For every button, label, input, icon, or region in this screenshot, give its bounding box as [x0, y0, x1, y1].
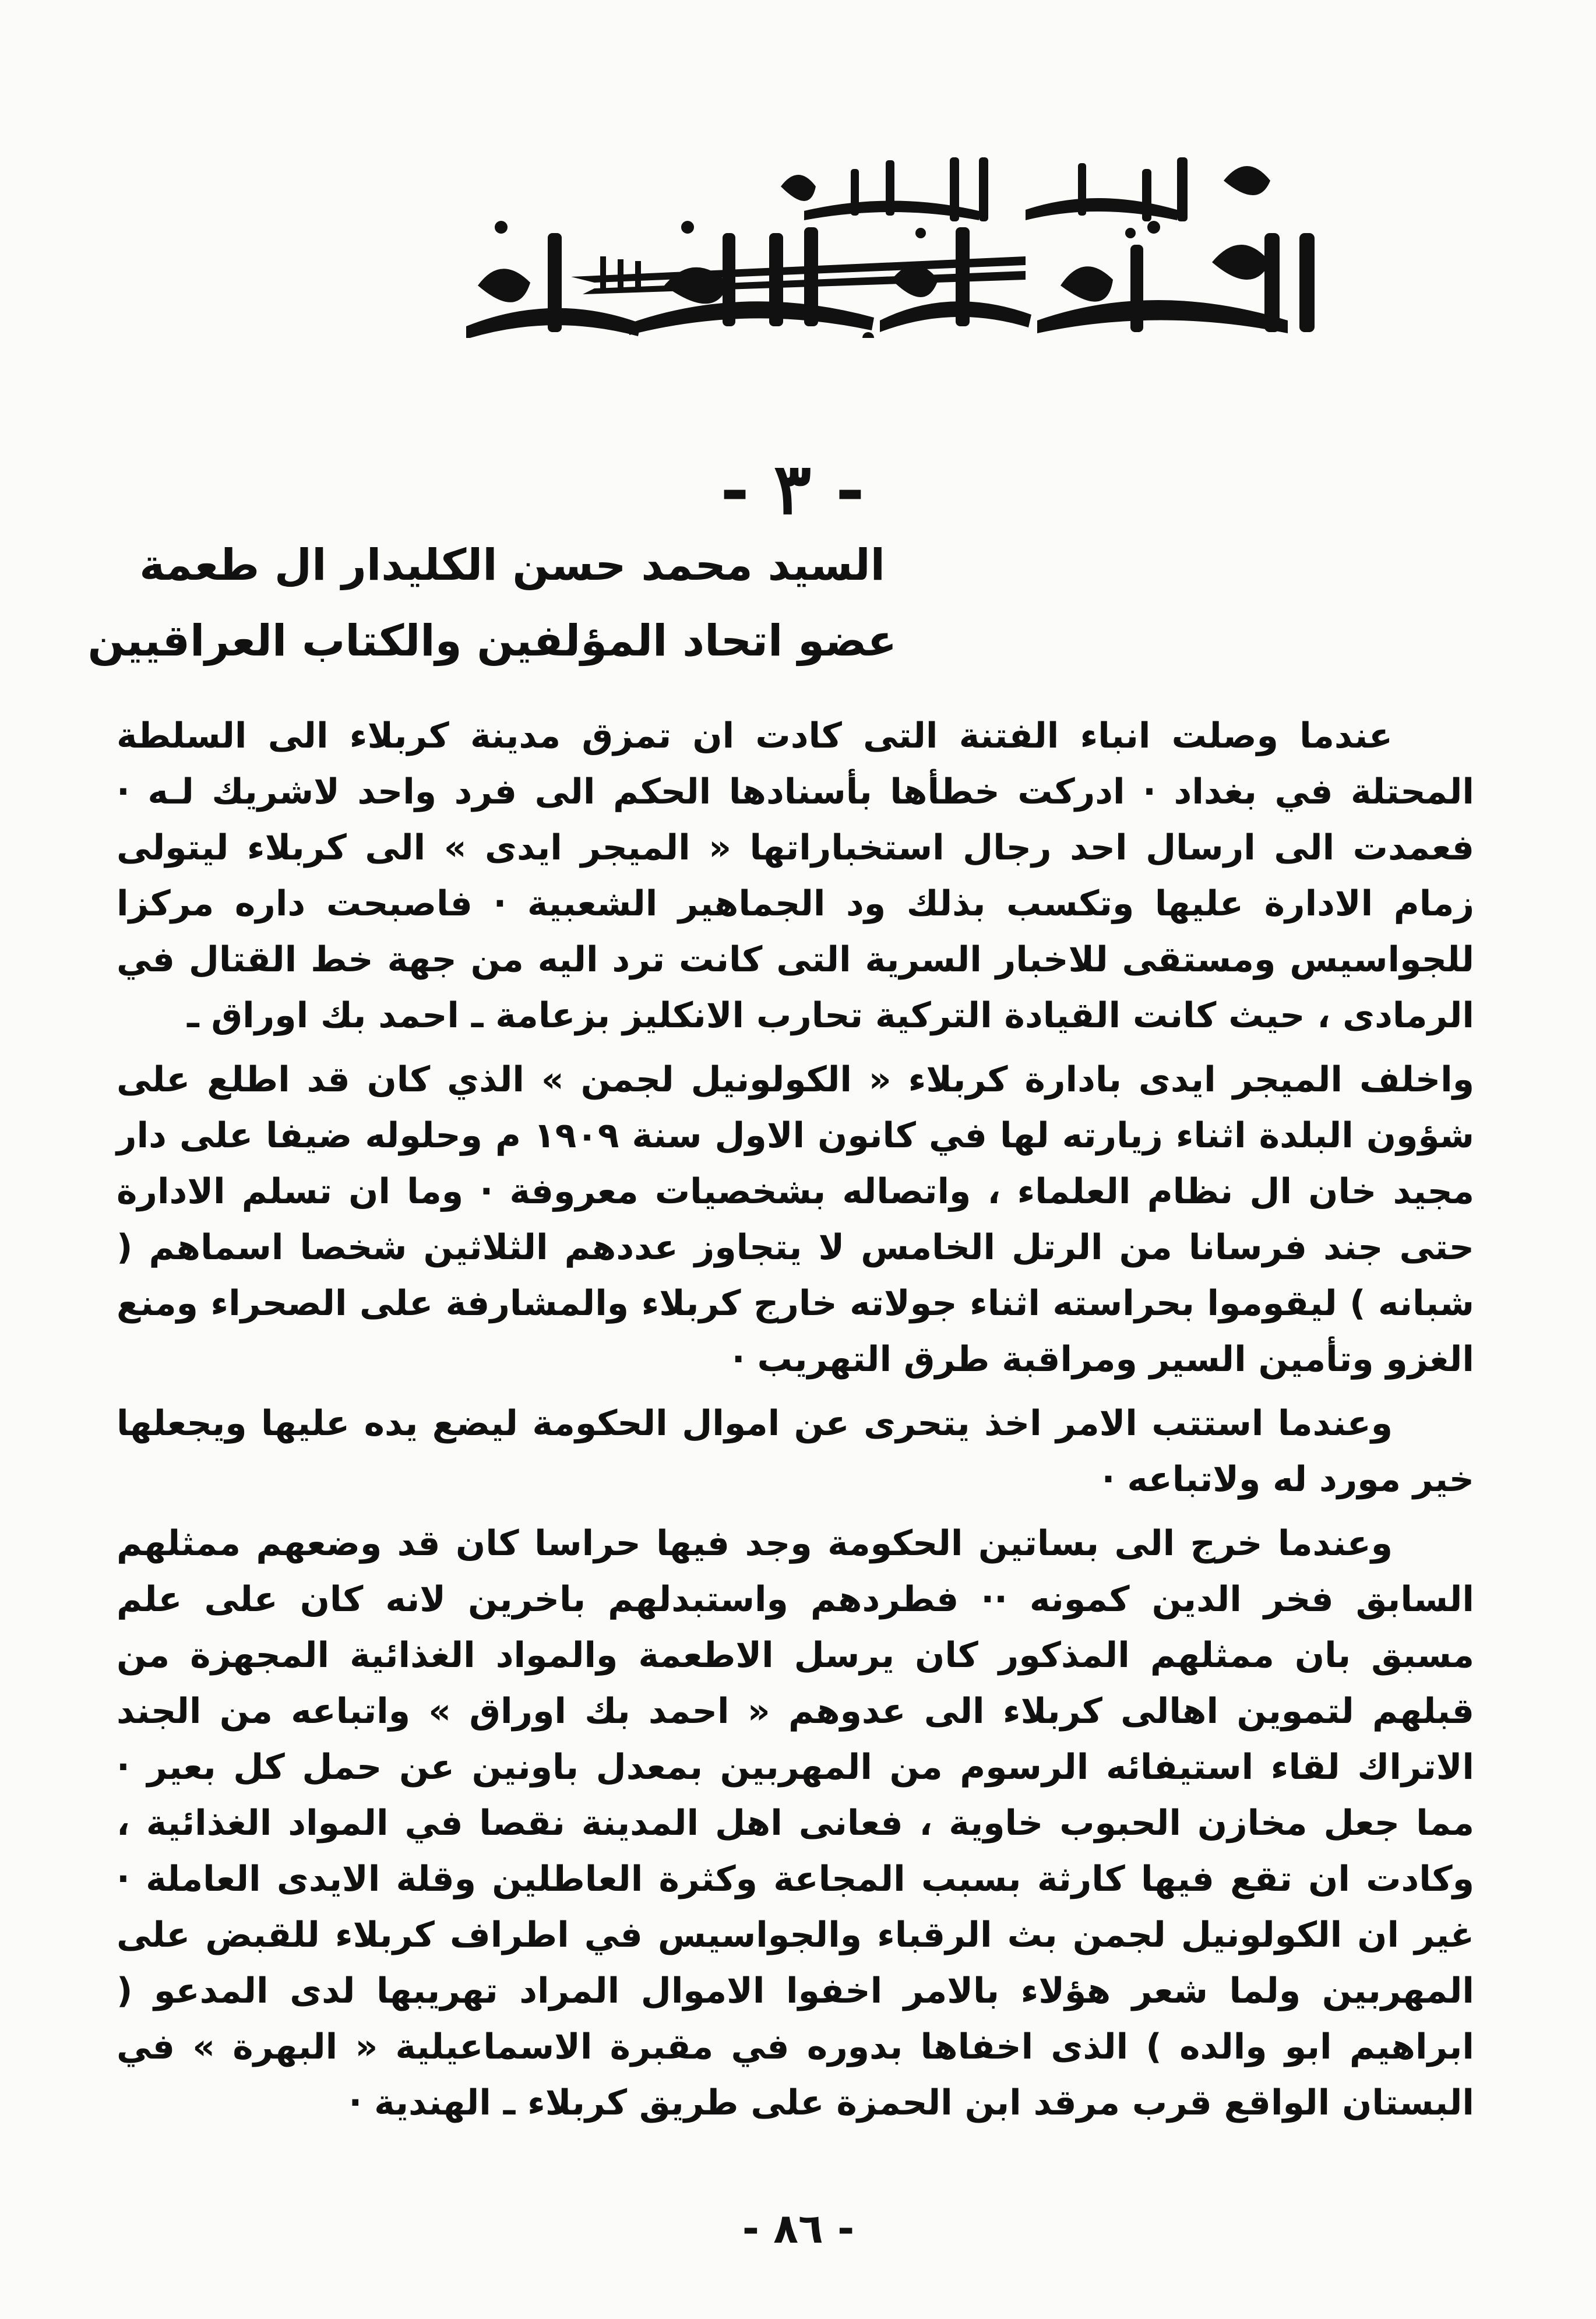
author-title: عضو اتحاد المؤلفين والكتاب العراقيين — [87, 616, 897, 666]
paragraph-4: وعندما خرج الى بساتين الحكومة وجد فيها حراسا كان قد وضعهم ممثلهم السابق فخر الدين كمونه ·· فطردهم واستبدلهم باخرين لانه كان على علم مسبق بان ممثلهم المذكور كان يرسل الاطعمة والمواد الغذائية المجهزة من قبلهم لتموين اهالى كربلاء الى عدوهم « احمد بك اوراق » واتباعه من الجند الاتراك لقاء استيفائه الرسوم من المهربين بمعدل باونين عن حمل كل بعير · مما جعل مخازن الحبوب خاوية ، فعانى اهل المدينة نقصا في المواد الغذائية ، وكادت ان تقع فيها كارثة بسبب المجاعة وكثرة العاطلين وقلة الايدى العاملة · غير ان الكولونيل لجمن بث الرقباء والجواسيس في اطراف كربلاء للقبض على المهربين ولما شعر هؤلاء بالامر اخفوا الاموال المراد تهريبها لدى المدعو ( ابراهيم ابو والده ) الذى اخفاها بدوره في مقبرة الاسماعيلية « البهرة » في البستان الواقع قرب مرقد ابن الحمزة على طريق كربلاء ـ الهندية · — [117, 1523, 1474, 2123]
calligraphy-title-artwork — [221, 146, 1387, 338]
paragraph-3: وعندما استتب الامر اخذ يتحرى عن اموال الحكومة ليضع يده عليها ويجعلها خير مورد له ولاتباعه · — [117, 1403, 1474, 1500]
section-number: - ٣ - — [720, 448, 865, 530]
article-body — [117, 708, 1474, 2139]
masthead-calligraphy — [221, 146, 1387, 338]
author-name: السيد محمد حسن الكليدار ال طعمة — [139, 540, 885, 590]
paragraph-2: واخلف الميجر ايدى بادارة كربلاء « الكولونيل لجمن » الذي كان قد اطلع على شؤون البلدة اثناء زيارته لها في كانون الاول سنة ١٩٠٩ م وحلوله ضيفا على دار مجيد خان ال نظام العلماء ، واتصاله بشخصيات معروفة · وما ان تسلم الادارة حتى جند فرسانا من الرتل الخامس لا يتجاوز عددهم الثلاثين شخصا اسماهم ( شبانه ) ليقوموا بحراسته اثناء جولاته خارج كربلاء والمشارفة على الصحراء ومنع الغزو وتأمين السير ومراقبة طرق التهريب · — [117, 1059, 1474, 1380]
calligraphy-line1-strokes — [781, 157, 1270, 238]
paragraph-1: عندما وصلت انباء الفتنة التى كادت ان تمزق مدينة كربلاء الى السلطة المحتلة في بغداد · ادركت خطأها بأسنادها الحكم الى فرد واحد لاشريك لـه · فعمدت الى ارسال احد رجال استخباراتها « الميجر ايدى » الى كربلاء ليتولى زمام الادارة عليها وتكسب بذلك ود الجماهير الشعبية · فاصبحت داره مركزا للجواسيس ومستقى للاخبار السرية التى كانت ترد اليه من جهة خط القتال في الرمادى ، حيث كانت القيادة التركية تحارب الانكليز بزعامة ـ احمد بك اوراق ـ — [117, 716, 1474, 1036]
page-number: - ٨٦ - — [742, 2205, 855, 2253]
